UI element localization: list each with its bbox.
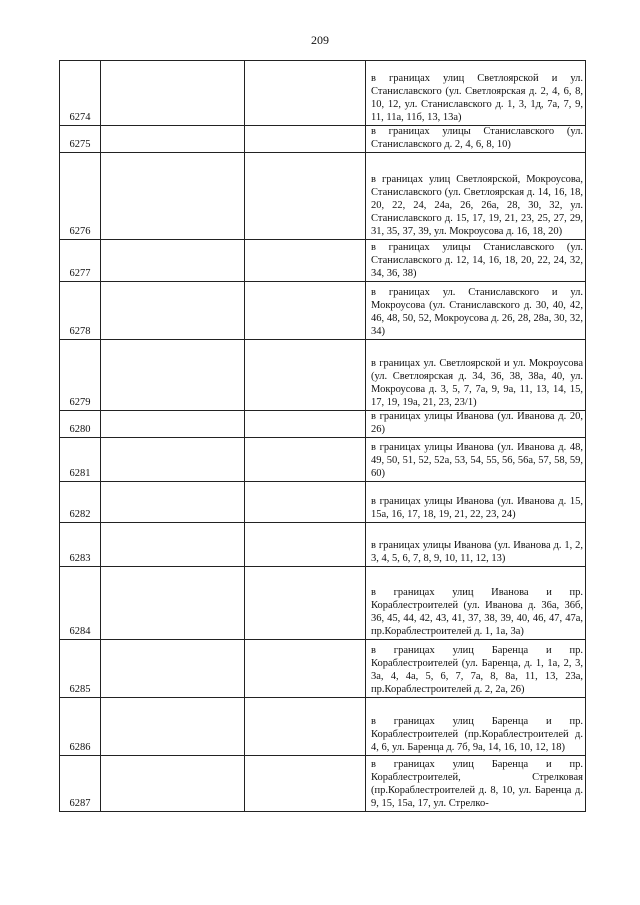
empty-cell [101, 698, 245, 756]
empty-cell [245, 567, 366, 640]
precinct-number: 6275 [60, 126, 101, 153]
precinct-boundaries: в границах улицы Станиславского (ул. Станиславского д. 12, 14, 16, 18, 20, 22, 24, 32, 34, 36, 38) [366, 240, 586, 282]
table-row [60, 438, 586, 482]
precinct-boundaries: в границах улиц Светлоярской, Мокроусова, Станиславского (ул. Светлоярская д. 14, 16, 18, 20, 22, 24, 24а, 26, 26а, 28, 30, 32, ул. Станиславского д. 15, 17, 19, 21, 23, 25, 27, 29, 31, 35, 37, 39, ул. Мокроусова д. 16, 18, 20) [366, 153, 586, 240]
empty-cell [101, 523, 245, 567]
precinct-number: 6287 [60, 756, 101, 812]
table-row [60, 482, 586, 523]
empty-cell [245, 482, 366, 523]
empty-cell [245, 698, 366, 756]
empty-cell [101, 282, 245, 340]
empty-cell [245, 126, 366, 153]
precinct-boundaries: в границах улицы Станиславского (ул. Станиславского д. 2, 4, 6, 8, 10) [366, 126, 586, 153]
empty-cell [245, 61, 366, 126]
precinct-table [59, 60, 586, 812]
precinct-boundaries: в границах улиц Светлоярской и ул. Станиславского (ул. Светлоярская д. 2, 4, 6, 8, 10, 12, ул. Станиславского д. 1, 3, 1д, 7а, 7, 9, 11, 11а, 11б, 13, 13а) [366, 61, 586, 126]
empty-cell [101, 411, 245, 438]
precinct-boundaries: в границах улицы Иванова (ул. Иванова д. 20, 26) [366, 411, 586, 438]
precinct-boundaries: в границах ул. Светлоярской и ул. Мокроусова (ул. Светлоярская д. 34, 36, 38, 38а, 40, ул. Мокроусова д. 3, 5, 7, 7а, 9, 9а, 11, 13, 14, 15, 17, 19, 19а, 21, 23, 23/1) [366, 340, 586, 411]
precinct-boundaries: в границах улицы Иванова (ул. Иванова д. 15, 15а, 16, 17, 18, 19, 21, 22, 23, 24) [366, 482, 586, 523]
empty-cell [101, 438, 245, 482]
precinct-boundaries: в границах ул. Станиславского и ул. Мокроусова (ул. Станиславского д. 30, 40, 42, 46, 48, 50, 52, Мокроусова д. 26, 28, 28а, 30, 32, 34) [366, 282, 586, 340]
empty-cell [245, 640, 366, 698]
empty-cell [245, 340, 366, 411]
precinct-boundaries: в границах улицы Иванова (ул. Иванова д. 48, 49, 50, 51, 52, 52а, 53, 54, 55, 56, 56а, 57, 58, 59, 60) [366, 438, 586, 482]
table-row [60, 756, 586, 812]
table-row [60, 153, 586, 240]
table-row [60, 126, 586, 153]
precinct-number: 6281 [60, 438, 101, 482]
empty-cell [101, 640, 245, 698]
precinct-boundaries: в границах улицы Иванова (ул. Иванова д. 1, 2, 3, 4, 5, 6, 7, 8, 9, 10, 11, 12, 13) [366, 523, 586, 567]
precinct-number: 6274 [60, 61, 101, 126]
empty-cell [101, 126, 245, 153]
empty-cell [245, 153, 366, 240]
empty-cell [101, 482, 245, 523]
precinct-number: 6283 [60, 523, 101, 567]
precinct-number: 6284 [60, 567, 101, 640]
precinct-number: 6282 [60, 482, 101, 523]
precinct-number: 6279 [60, 340, 101, 411]
empty-cell [101, 756, 245, 812]
table-row [60, 523, 586, 567]
table-row [60, 61, 586, 126]
precinct-boundaries: в границах улиц Баренца и пр. Кораблестроителей (ул. Баренца, д. 1, 1а, 2, 3, 3а, 4, 4а, 5, 6, 7, 7а, 8, 8а, 11, 13, 23а, пр.Кораблестроителей д. 2, 2а, 26) [366, 640, 586, 698]
empty-cell [245, 411, 366, 438]
table-row [60, 640, 586, 698]
precinct-number: 6277 [60, 240, 101, 282]
precinct-boundaries: в границах улиц Баренца и пр. Кораблестроителей, Стрелковая (пр.Кораблестроителей д. 8, 10, ул. Баренца д. 9, 15, 15а, 17, ул. Стрелко- [366, 756, 586, 812]
table-row [60, 698, 586, 756]
page-number: 209 [311, 33, 329, 47]
empty-cell [101, 61, 245, 126]
empty-cell [245, 282, 366, 340]
table-row [60, 240, 586, 282]
precinct-number: 6285 [60, 640, 101, 698]
empty-cell [101, 340, 245, 411]
precinct-boundaries: в границах улиц Баренца и пр. Кораблестроителей (пр.Кораблестроителей д. 4, 6, ул. Баренца д. 7б, 9а, 14, 16, 10, 12, 18) [366, 698, 586, 756]
empty-cell [245, 523, 366, 567]
table-row [60, 567, 586, 640]
empty-cell [101, 567, 245, 640]
precinct-number: 6278 [60, 282, 101, 340]
table-row [60, 411, 586, 438]
table-row [60, 282, 586, 340]
empty-cell [101, 153, 245, 240]
empty-cell [101, 240, 245, 282]
precinct-number: 6276 [60, 153, 101, 240]
empty-cell [245, 240, 366, 282]
precinct-number: 6286 [60, 698, 101, 756]
empty-cell [245, 756, 366, 812]
precinct-number: 6280 [60, 411, 101, 438]
precinct-boundaries: в границах улиц Иванова и пр. Кораблестроителей (ул. Иванова д. 36а, 36б, 36, 45, 44, 42, 43, 41, 37, 38, 39, 40, 46, 47, 47а, пр.Кораблестроителей д. 1, 1а, 3а) [366, 567, 586, 640]
table-row [60, 340, 586, 411]
empty-cell [245, 438, 366, 482]
